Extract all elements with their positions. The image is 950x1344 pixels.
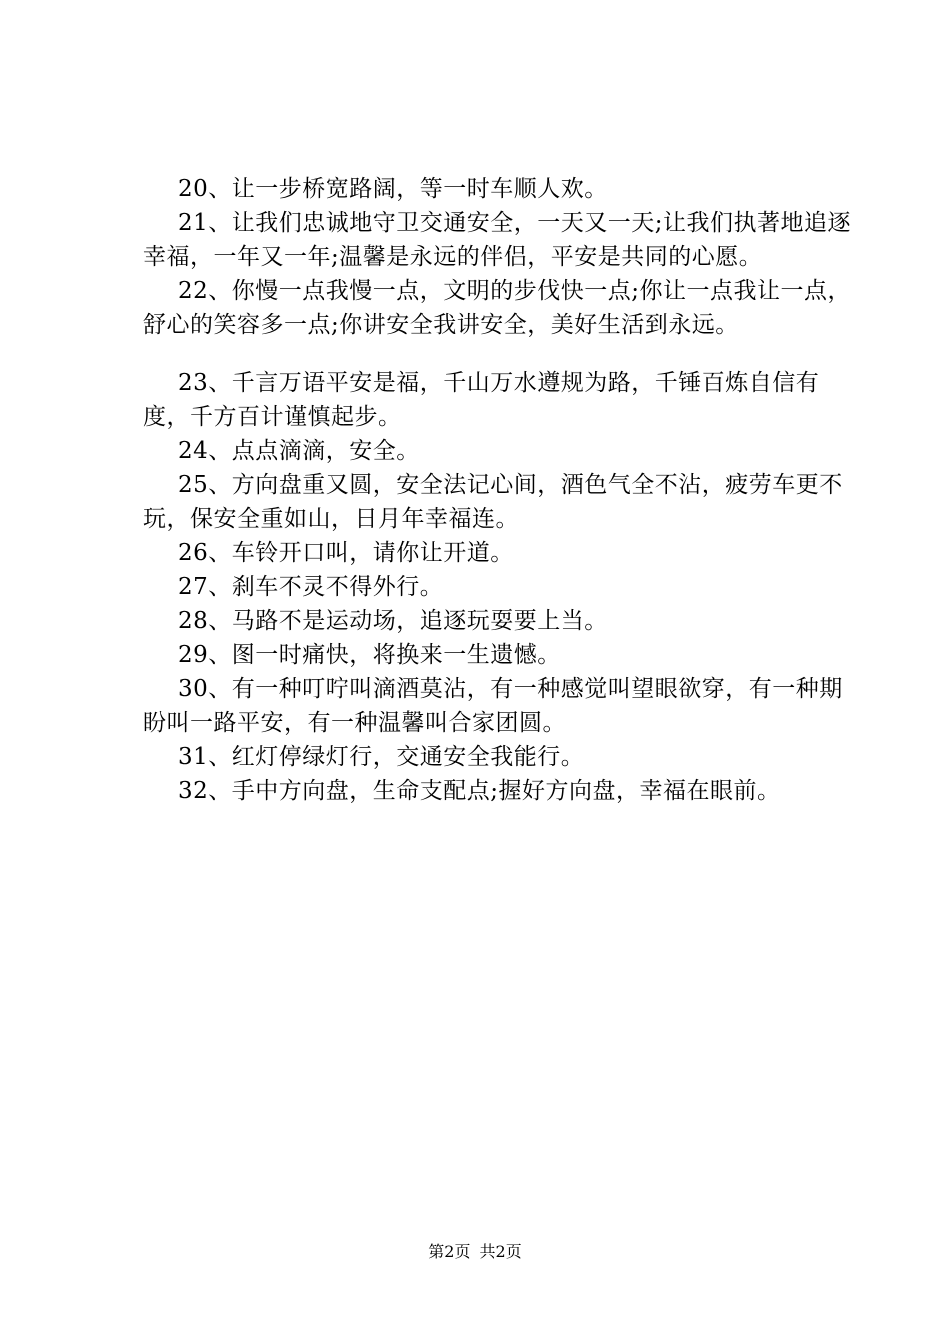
list-item: 25、方向盘重又圆，安全法记心间，酒色气全不沾，疲劳车更不玩，保安全重如山，日月年幸福连。 [143,472,843,532]
page-footer [0,1242,950,1262]
list-item: 27、刹车不灵不得外行。 [178,574,444,600]
page-total: 共2页 [479,1242,522,1261]
list-item: 22、你慢一点我慢一点，文明的步伐快一点;你让一点我让一点，舒心的笑容多一点;你讲安全我讲安全，美好生活到永远。 [143,278,852,338]
list-item: 20、让一步桥宽路阔，等一时车顺人欢。 [178,176,608,202]
list-item: 31、红灯停绿灯行，交通安全我能行。 [178,744,585,770]
list-item: 26、车铃开口叫，请你让开道。 [178,540,514,566]
page-number: 第2页 [428,1242,471,1261]
list-item: 32、手中方向盘，生命支配点;握好方向盘，幸福在眼前。 [178,778,781,804]
list-item: 23、千言万语平安是福，千山万水遵规为路，千锤百炼自信有度，千方百计谨慎起步。 [143,370,820,430]
document-body [143,172,855,808]
list-item: 29、图一时痛快，将换来一生遗憾。 [178,642,561,668]
list-item: 24、点点滴滴，安全。 [178,438,420,464]
list-item: 21、让我们忠诚地守卫交通安全，一天又一天;让我们执著地追逐幸福，一年又一年;温馨是永远的伴侣，平安是共同的心愿。 [143,210,852,270]
list-item: 28、马路不是运动场，追逐玩耍要上当。 [178,608,608,634]
list-item: 30、有一种叮咛叫滴酒莫沾，有一种感觉叫望眼欲穿，有一种期盼叫一路平安，有一种温馨叫合家团圆。 [143,676,843,736]
